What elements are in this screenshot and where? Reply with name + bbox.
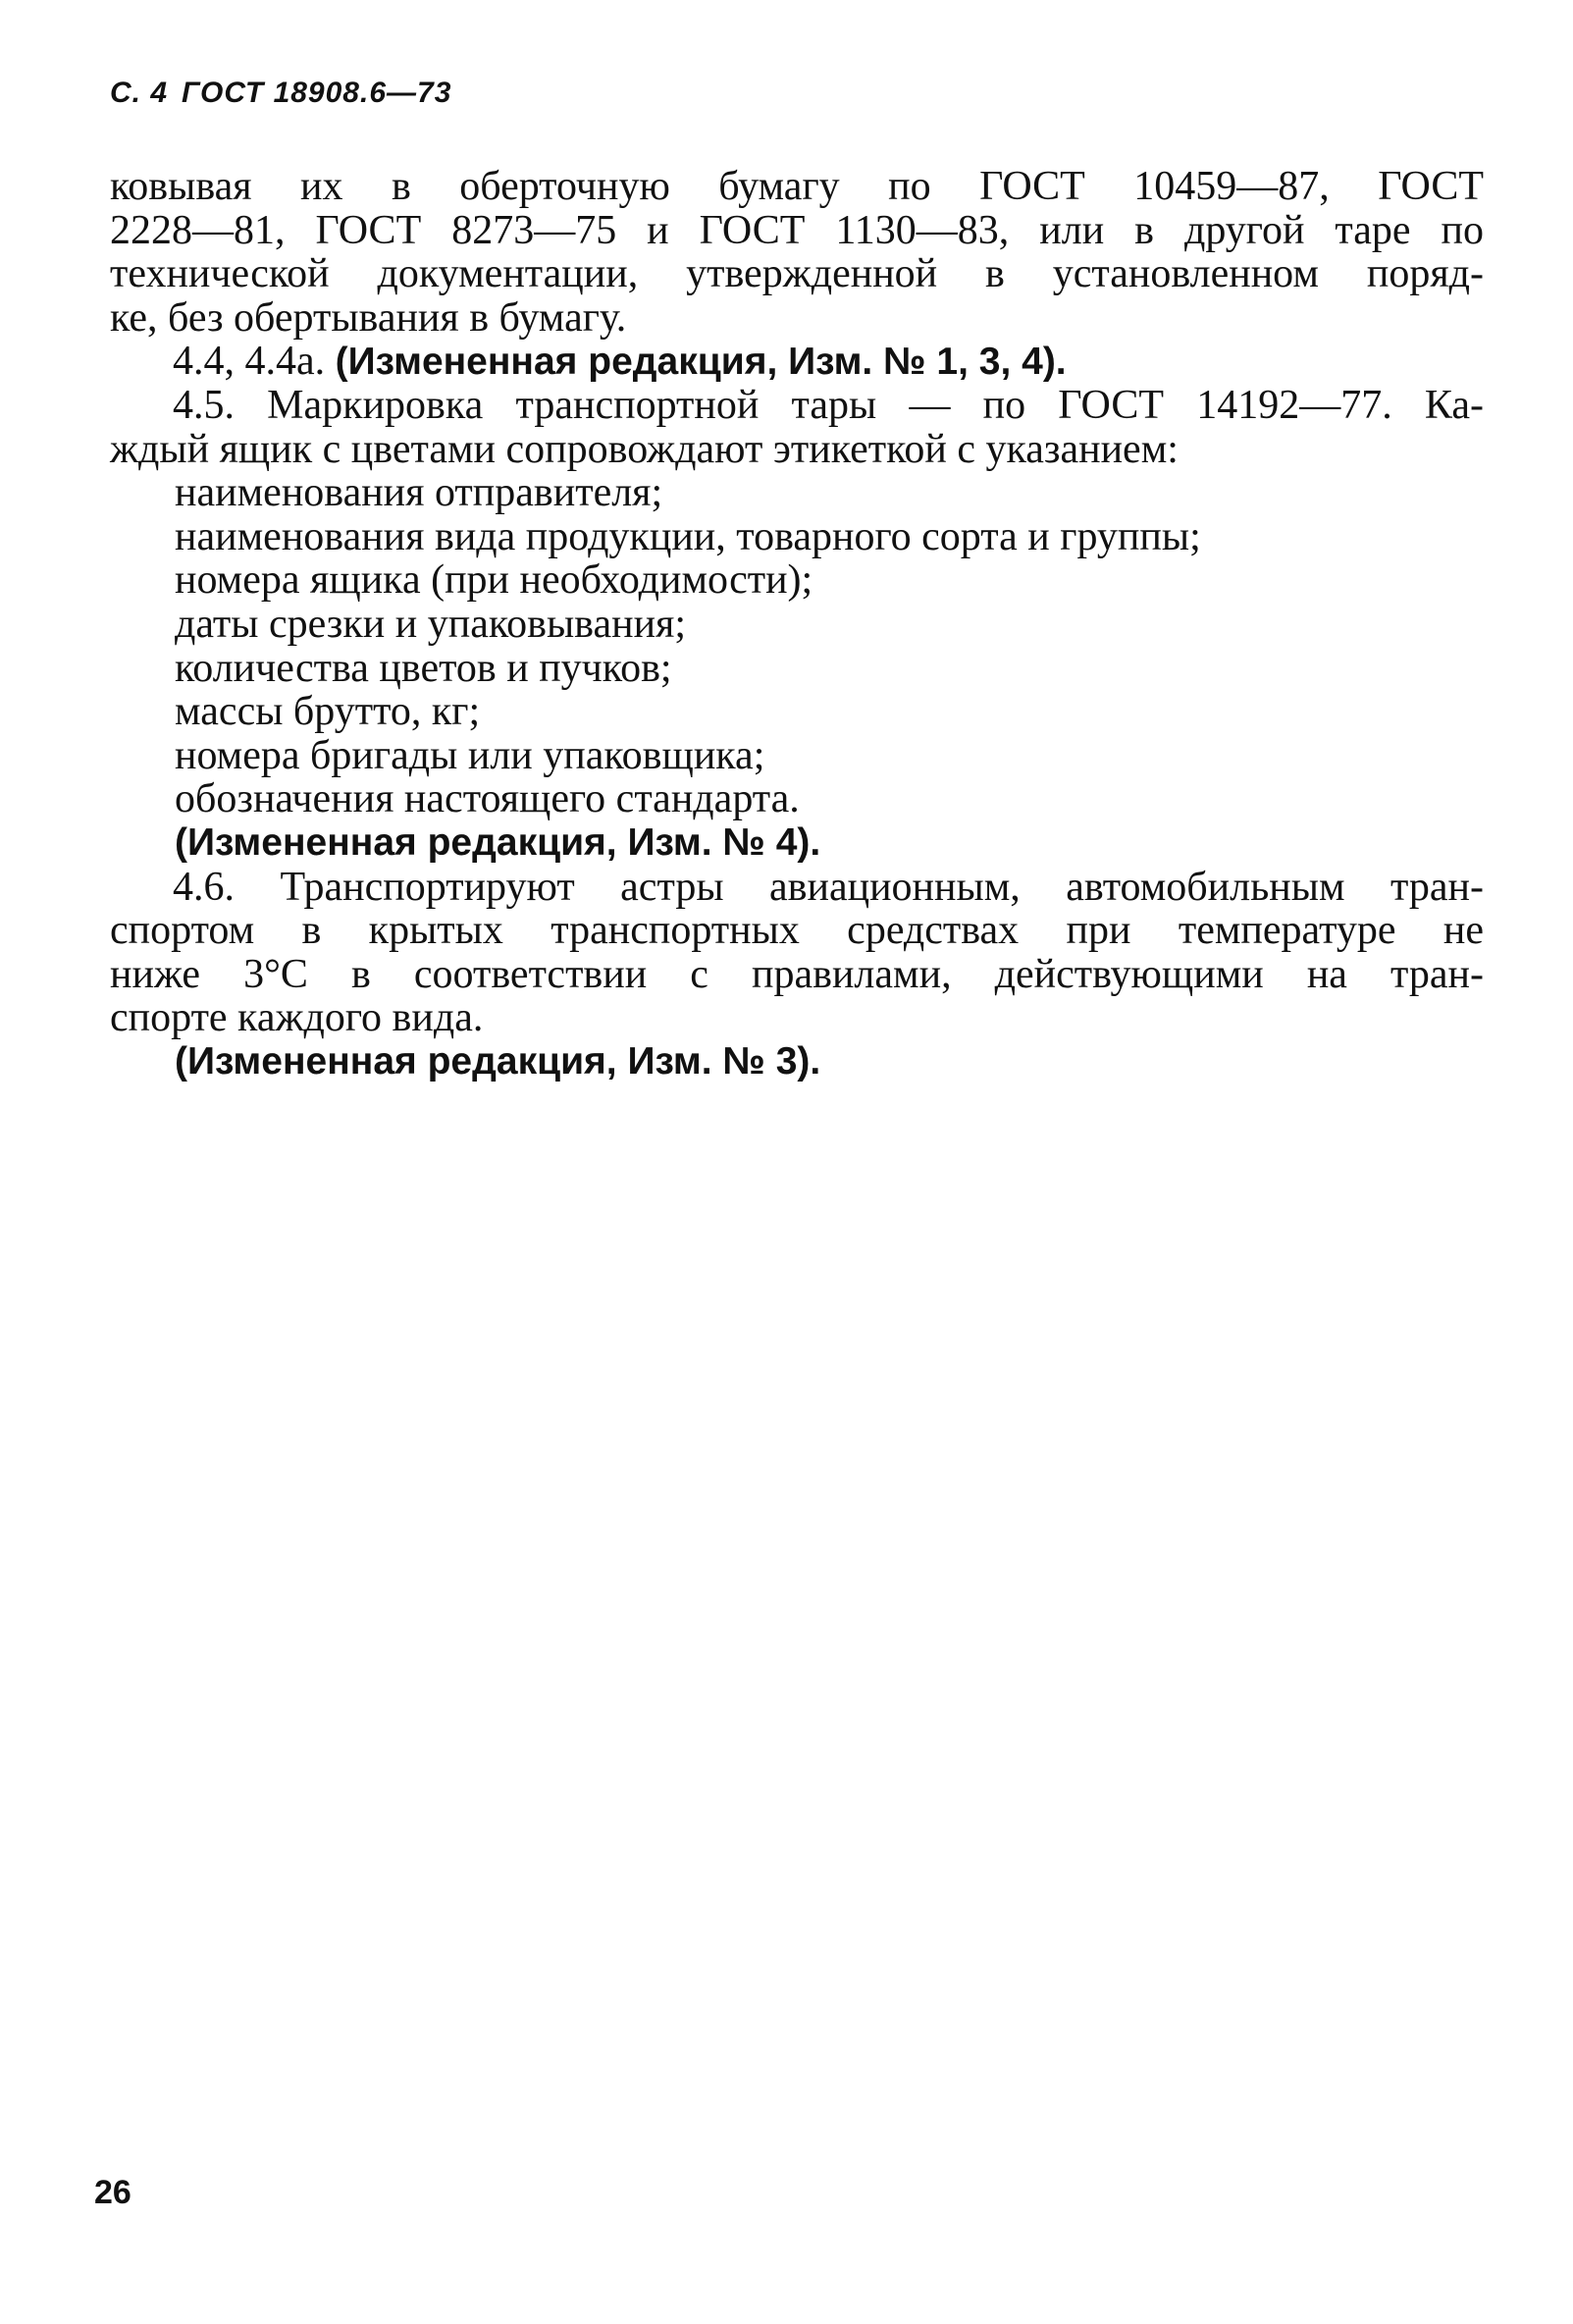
amendment-note: (Измененная редакция, Изм. № 1, 3, 4). (335, 341, 1067, 384)
amendment-note: (Измененная редакция, Изм. № 3). (175, 1039, 821, 1083)
list-item: номера бригады или упаковщика; (175, 732, 765, 778)
list-item: количества цветов и пучков; (175, 645, 672, 691)
standard-designation: ГОСТ 18908.6—73 (182, 77, 452, 109)
running-header (110, 77, 451, 110)
list-item: наименования отправителя; (175, 470, 663, 516)
text-line: ковывая их в оберточную бумагу по ГОСТ 10459—87, ГОСТ (110, 164, 1484, 209)
clause-number: 4.4, 4.4а. (173, 339, 326, 385)
text-line: ждый ящик с цветами сопровождают этикеткой с указанием: (110, 426, 1179, 472)
text-line: 2228—81, ГОСТ 8273—75 и ГОСТ 1130—83, или в другой таре по (110, 207, 1484, 253)
text-line: технической документации, утвержденной в установленном поряд- (110, 251, 1484, 297)
text-line: ке, без обертывания в бумагу. (110, 294, 627, 341)
text-line: 4.6. Транспортируют астры авиационным, автомобильным тран- (173, 864, 1484, 910)
body-text (110, 165, 1484, 1083)
amendment-note: (Измененная редакция, Изм. № 4). (175, 820, 821, 864)
list-item: номера ящика (при необходимости); (175, 557, 813, 604)
list-item: наименования вида продукции, товарного сорта и группы; (175, 513, 1201, 559)
text-line: спортом в крытых транспортных средствах при температуре не (110, 908, 1484, 954)
list-item: массы брутто, кг; (175, 689, 481, 735)
text-line: 4.5. Маркировка транспортной тары — по ГОСТ 14192—77. Ка- (173, 382, 1484, 428)
page-reference: С. 4 (110, 77, 169, 109)
page-number: 26 (94, 2174, 131, 2211)
text-line: ниже 3°С в соответствии с правилами, действующими на тран- (110, 951, 1484, 997)
list-item: даты срезки и упаковывания; (175, 601, 687, 647)
text-line (110, 340, 1484, 384)
list-item: обозначения настоящего стандарта. (175, 776, 800, 822)
text-line: спорте каждого вида. (110, 995, 484, 1041)
